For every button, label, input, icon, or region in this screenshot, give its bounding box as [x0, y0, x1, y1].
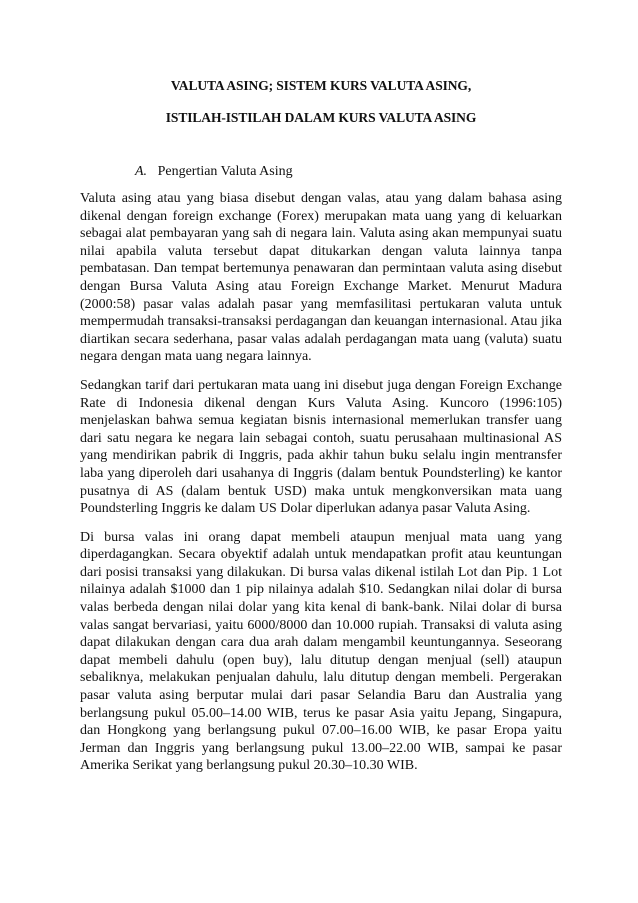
section-heading: [135, 163, 293, 181]
document-title-line-1: VALUTA ASING; SISTEM KURS VALUTA ASING,: [170, 78, 472, 93]
paragraph-3: Di bursa valas ini orang dapat membeli ataupun menjual mata uang yang diperdagangkan. Secara obyektif adalah untuk mendapatkan profit atau keuntungan dari posisi transaksi yang dilakukan. Di bursa valas dikenal istilah Lot dan Pip. 1 Lot nilainya adalah $1000 dan 1 pip nilainya adalah $10. Sedangkan nilai dolar di bursa valas berbeda dengan nilai dolar yang kita kenal di bank-bank. Nilai dolar di bursa valas sangat bervariasi, yaitu 6000/8000 dan 10.000 rupiah. Transaksi di valuta asing dapat dilakukan dengan cara dua arah dalam mengambil keuntungannya. Seseorang dapat membeli dahulu (open buy), lalu ditutup dengan menjual (sell) ataupun sebaliknya, melakukan penjualan dahulu, lalu ditutup dengan membeli. Pergerakan pasar valuta asing berputar mulai dari pasar Selandia Baru dan Australia yang berlangsung pukul 05.00–14.00 WIB, terus ke pasar Asia yaitu Jepang, Singapura, dan Hongkong yang berlangsung pukul 07.00–16.00 WIB, ke pasar Eropa yaitu Jerman dan Inggris yang berlangsung pukul 13.00–22.00 WIB, sampai ke pasar Amerika Serikat yang berlangsung pukul 20.30–10.30 WIB.: [80, 529, 562, 774]
document-title-line-2: ISTILAH-ISTILAH DALAM KURS VALUTA ASING: [165, 110, 477, 125]
paragraph-2: Sedangkan tarif dari pertukaran mata uang ini disebut juga dengan Foreign Exchange Rate di Indonesia dikenal dengan Kurs Valuta Asing. Kuncoro (1996:105) menjelaskan bahwa semua kegiatan bisnis internasional memerlukan transfer uang dari satu negara ke negara lain sebagai contoh, suatu perusahaan multinasional AS yang mendirikan pabrik di Inggris, pada akhir tahun buku selalu ingin mentransfer laba yang diperoleh dari usahanya di Inggris (dalam bentuk Poundsterling) ke kantor pusatnya di AS (dalam bentuk USD) maka untuk mengkonversikan mata uang Poundsterling Inggris ke dalam US Dolar diperlukan adanya pasar Valuta Asing.: [80, 377, 562, 517]
body-text: [80, 190, 562, 786]
section-title: Pengertian Valuta Asing: [157, 164, 293, 179]
paragraph-1: Valuta asing atau yang biasa disebut dengan valas, atau yang dalam bahasa asing dikenal dengan foreign exchange (Forex) merupakan mata uang yang di keluarkan sebagai alat pembayaran yang sah di negara lain. Valuta asing akan mempunyai suatu nilai apabila valuta tersebut dapat ditukarkan dengan valuta lainnya tanpa pembatasan. Dan tempat bertemunya penawaran dan permintaan valuta asing disebut dengan Bursa Valuta Asing atau Foreign Exchange Market. Menurut Madura (2000:58) pasar valas adalah pasar yang memfasilitasi pertukaran valuta untuk mempermudah transaksi-transaksi perdagangan dan keuangan internasional. Atau jika diartikan secara sederhana, pasar valas adalah perdagangan mata uang (valuta) suatu negara dengan mata uang negara lainnya.: [80, 191, 562, 365]
section-number: A.: [135, 164, 148, 179]
